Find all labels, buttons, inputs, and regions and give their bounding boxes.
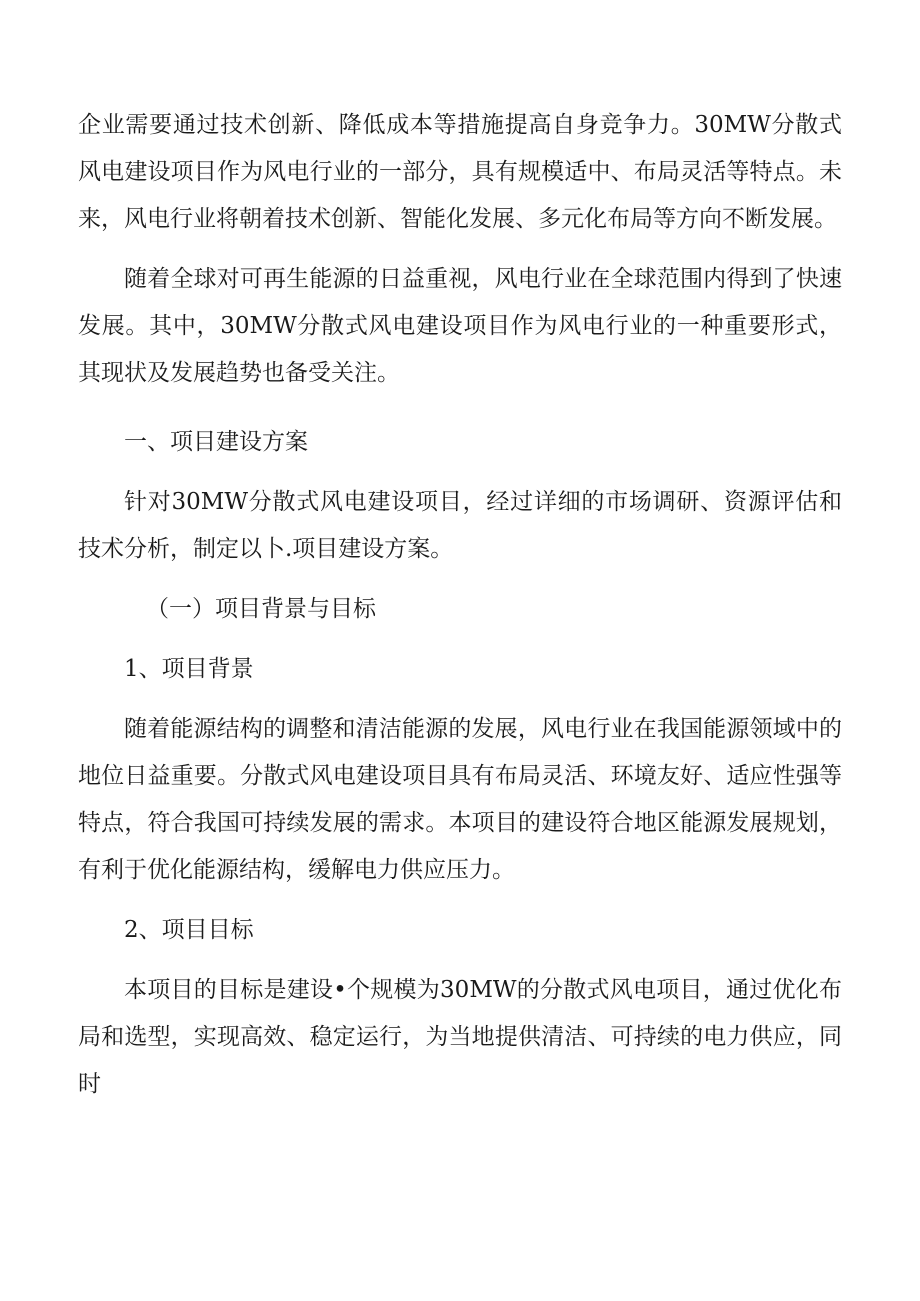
- document-body: [78, 102, 842, 1108]
- paragraph-background: 随着能源结构的调整和清洁能源的发展，风电行业在我国能源领域中的地位日益重要。分散式风电建设项目具有布局灵活、环境友好、适应性强等特点，符合我国可持续发展的需求。本项目的建设符合地区能源发展规划，有利于优化能源结构，缓解电力供应压力。: [78, 716, 842, 883]
- item-heading-background: 1、项目背景: [124, 656, 254, 682]
- subsection-heading-background-goals: （一）项目背景与目标: [146, 596, 376, 622]
- paragraph-goals: 本项目的目标是建设•个规模为30MW的分散式风电项目，通过优化布局和选型，实现高效、稳定运行，为当地提供清洁、可持续的电力供应，同时: [78, 977, 842, 1097]
- section-heading-construction-plan: 一、项目建设方案: [124, 429, 308, 455]
- paragraph-intro-continuation: 企业需要通过技术创新、降低成本等措施提高自身竞争力。30MW分散式风电建设项目作为风电行业的一部分，具有规模适中、布局灵活等特点。未来，风电行业将朝着技术创新、智能化发展、多元化布局等方向不断发展。: [78, 112, 842, 232]
- item-heading-goals: 2、项目目标: [124, 917, 254, 943]
- paragraph-global-development: 随着全球对可再生能源的日益重视，风电行业在全球范围内得到了快速发展。其中，30MW分散式风电建设项目作为风电行业的一种重要形式，其现状及发展趋势也备受关注。: [78, 266, 842, 386]
- paragraph-plan-intro: 针对30MW分散式风电建设项目，经过详细的市场调研、资源评估和技术分析，制定以卜.项目建设方案。: [78, 489, 842, 562]
